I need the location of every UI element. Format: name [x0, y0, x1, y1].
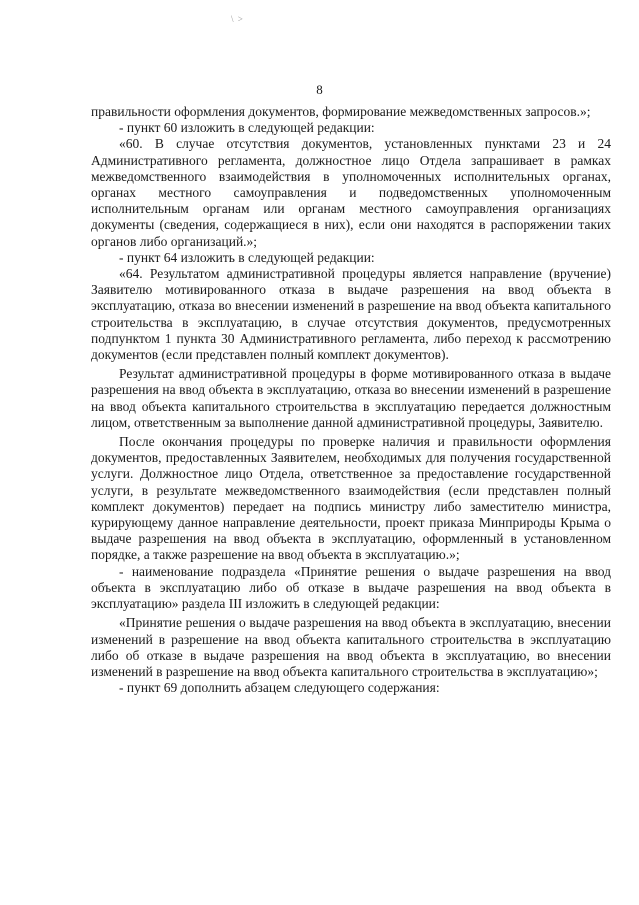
paragraph-subsection-rename: - наименование подраздела «Принятие решения о выдаче разрешения на ввод объекта в эксплуатацию либо об отказе в выдаче разрешения на ввод объекта в эксплуатацию» раздела III изложить в следующей редакции: [91, 563, 611, 612]
document-body [91, 104, 611, 696]
paragraph-item-64-intro: - пункт 64 изложить в следующей редакции: [119, 249, 375, 265]
scan-mark: \ > [231, 14, 244, 24]
paragraph-item-69-intro: - пункт 69 дополнить абзацем следующего содержания: [119, 680, 440, 696]
paragraph-continuation: правильности оформления документов, формирование межведомственных запросов.»; [91, 104, 591, 119]
paragraph-item-60-text: «60. В случае отсутствия документов, установленных пунктами 23 и 24 Административного регламента, должностное лицо Отдела запрашивает в рамках межведомственного взаимодействия в уполномоченных исполнительных органах, органах местного самоуправления и подведомственных уполномоченным исполнительным органам или органам местного самоуправления организациях документы (сведения, содержащиеся в них), если они находятся в распоряжении таких органов либо организаций.»; [91, 136, 611, 249]
paragraph-after-procedure: После окончания процедуры по проверке наличия и правильности оформления документов, предоставленных Заявителем, необходимых для получения государственной услуги. Должностное лицо Отдела, ответственное за предоставление государственной услуги, в результате межведомственного взаимодействия (если представлен полный комплект документов) передает на подпись министру либо заместителю министра, курирующему данное направление деятельности, проект приказа Минприроды Крыма о выдаче разрешения на ввод объекта в эксплуатацию, оформленный в установленном порядке, а также разрешение на ввод объекта в эксплуатацию.»; [91, 434, 611, 563]
page-number: 8 [316, 82, 323, 97]
paragraph-item-60-intro: - пункт 60 изложить в следующей редакции: [119, 120, 375, 136]
paragraph-item-64-text: «64. Результатом административной процедуры является направление (вручение) Заявителю мотивированного отказа в выдаче разрешения на ввод объекта в эксплуатацию, отказа во внесении изменений в разрешение на ввод объекта капитального строительства в эксплуатацию, в случае отсутствия документов, предусмотренных подпунктом 1 пункта 30 Административного регламента, либо переход к рассмотрению документов (если представлен полный комплект документов). [91, 266, 611, 363]
paragraph-result: Результат административной процедуры в форме мотивированного отказа в выдаче разрешения на ввод объекта в эксплуатацию, отказа во внесении изменений в разрешение на ввод объекта капитального строительства в эксплуатацию передается должностным лицом, ответственным за выполнение данной административной процедуры, Заявителю. [91, 366, 611, 430]
paragraph-subsection-title: «Принятие решения о выдаче разрешения на ввод объекта в эксплуатацию, внесении изменений в разрешение на ввод объекта капитального строительства в эксплуатацию либо об отказе в выдаче разрешения на ввод объекта в эксплуатацию, во внесении изменений в разрешение на ввод объекта капитального строительства в эксплуатацию»; [91, 615, 611, 679]
